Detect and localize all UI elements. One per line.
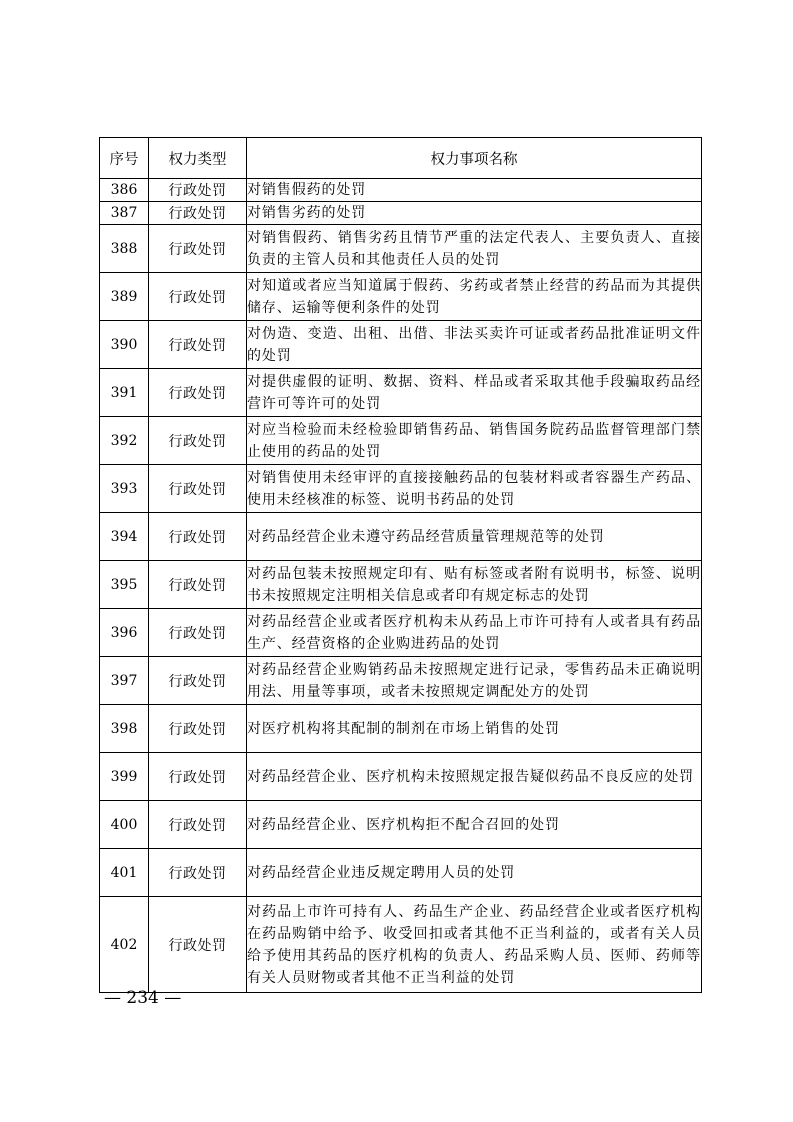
row-power-type: 行政处罚 [149,465,247,513]
row-power-type: 行政处罚 [149,849,247,897]
table-row [100,179,702,202]
row-serial-number: 401 [100,849,149,897]
row-power-item-name: 对药品经营企业购销药品未按照规定进行记录，零售药品未正确说明用法、用量等事项，或者未按照规定调配处方的处罚 [247,657,702,705]
table-row [100,321,702,369]
row-power-item-name: 对知道或者应当知道属于假药、劣药或者禁止经营的药品而为其提供储存、运输等便利条件的处罚 [247,273,702,321]
row-power-item-name: 对应当检验而未经检验即销售药品、销售国务院药品监督管理部门禁止使用的药品的处罚 [247,417,702,465]
row-serial-number: 395 [100,561,149,609]
row-power-item-name: 对药品经营企业或者医疗机构未从药品上市许可持有人或者具有药品生产、经营资格的企业购进药品的处罚 [247,609,702,657]
row-power-type: 行政处罚 [149,225,247,273]
table-row [100,849,702,897]
row-power-item-name: 对药品经营企业违反规定聘用人员的处罚 [247,849,702,897]
row-power-item-name: 对药品经营企业、医疗机构拒不配合召回的处罚 [247,801,702,849]
row-power-type: 行政处罚 [149,369,247,417]
row-serial-number: 399 [100,753,149,801]
row-power-item-name: 对伪造、变造、出租、出借、非法买卖许可证或者药品批准证明文件的处罚 [247,321,702,369]
row-power-item-name: 对药品经营企业未遵守药品经营质量管理规范等的处罚 [247,513,702,561]
row-power-type: 行政处罚 [149,609,247,657]
row-serial-number: 388 [100,225,149,273]
row-power-type: 行政处罚 [149,801,247,849]
table-row [100,657,702,705]
table-row [100,417,702,465]
row-power-item-name: 对提供虚假的证明、数据、资料、样品或者采取其他手段骗取药品经营许可等许可的处罚 [247,369,702,417]
row-serial-number: 400 [100,801,149,849]
table-row [100,561,702,609]
row-power-item-name: 对医疗机构将其配制的制剂在市场上销售的处罚 [247,705,702,753]
row-serial-number: 398 [100,705,149,753]
row-serial-number: 392 [100,417,149,465]
row-power-type: 行政处罚 [149,657,247,705]
row-power-item-name: 对销售使用未经审评的直接接触药品的包装材料或者容器生产药品、使用未经核准的标签、说明书药品的处罚 [247,465,702,513]
row-power-type: 行政处罚 [149,561,247,609]
table-row [100,897,702,993]
table-row [100,369,702,417]
table-header-row [100,138,702,179]
row-power-type: 行政处罚 [149,321,247,369]
row-power-type: 行政处罚 [149,202,247,225]
power-list-table [99,137,702,993]
table-row [100,705,702,753]
row-power-item-name: 对药品包装未按照规定印有、贴有标签或者附有说明书，标签、说明书未按照规定注明相关信息或者印有规定标志的处罚 [247,561,702,609]
row-serial-number: 394 [100,513,149,561]
table-row [100,753,702,801]
table-row [100,225,702,273]
row-serial-number: 387 [100,202,149,225]
table-row [100,801,702,849]
header-power-item-name: 权力事项名称 [247,138,702,179]
row-serial-number: 397 [100,657,149,705]
row-power-type: 行政处罚 [149,753,247,801]
row-power-item-name: 对销售假药的处罚 [247,179,702,202]
row-power-item-name: 对药品上市许可持有人、药品生产企业、药品经营企业或者医疗机构在药品购销中给予、收受回扣或者其他不正当利益的，或者有关人员给予使用其药品的医疗机构的负责人、药品采购人员、医师、药师等有关人员财物或者其他不正当利益的处罚 [247,897,702,993]
table-row [100,273,702,321]
row-serial-number: 402 [100,897,149,993]
row-power-type: 行政处罚 [149,273,247,321]
row-power-item-name: 对销售假药、销售劣药且情节严重的法定代表人、主要负责人、直接负责的主管人员和其他责任人员的处罚 [247,225,702,273]
table-row [100,465,702,513]
row-serial-number: 396 [100,609,149,657]
row-power-type: 行政处罚 [149,417,247,465]
row-serial-number: 389 [100,273,149,321]
page-number: — 234 — [104,988,182,1008]
header-serial-number: 序号 [100,138,149,179]
table-row [100,513,702,561]
row-power-item-name: 对销售劣药的处罚 [247,202,702,225]
table-row [100,609,702,657]
row-serial-number: 391 [100,369,149,417]
table-row [100,202,702,225]
row-serial-number: 390 [100,321,149,369]
row-serial-number: 393 [100,465,149,513]
row-power-type: 行政处罚 [149,513,247,561]
row-power-type: 行政处罚 [149,705,247,753]
header-power-type: 权力类型 [149,138,247,179]
row-serial-number: 386 [100,179,149,202]
row-power-type: 行政处罚 [149,179,247,202]
row-power-type: 行政处罚 [149,897,247,993]
row-power-item-name: 对药品经营企业、医疗机构未按照规定报告疑似药品不良反应的处罚 [247,753,702,801]
